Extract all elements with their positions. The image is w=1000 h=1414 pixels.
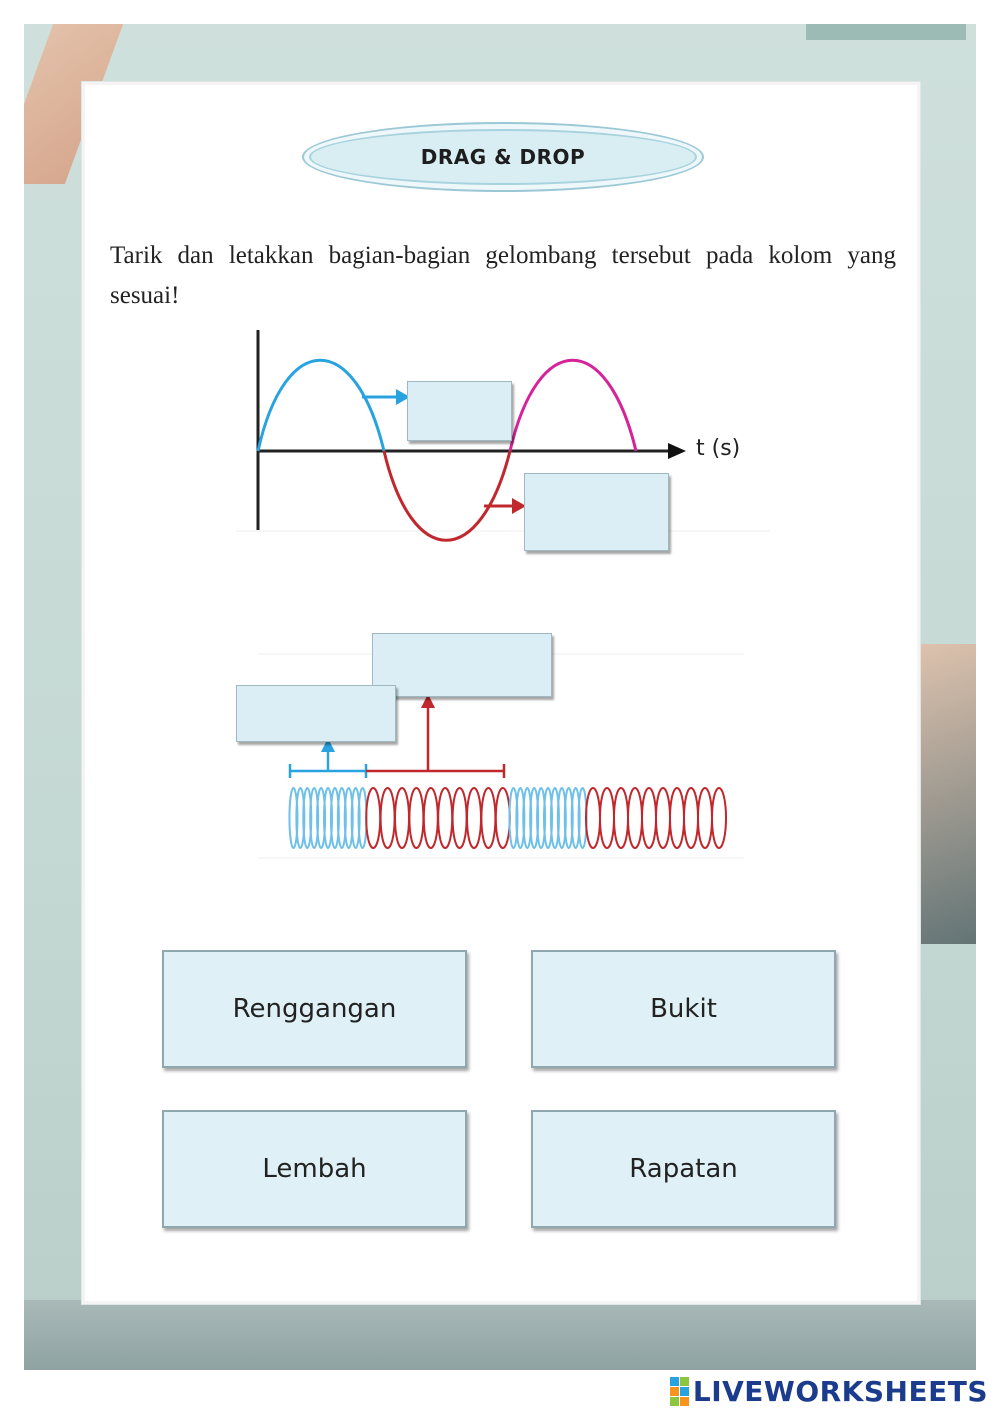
spring-coil [684, 788, 698, 848]
spring-coil [467, 788, 481, 848]
axis-arrowhead [668, 443, 686, 459]
drop-zone-trough[interactable] [524, 473, 669, 551]
answer-tile-renggangan[interactable]: Renggangan [162, 950, 467, 1068]
spring-coil [395, 788, 409, 848]
drop-zone-rarefaction[interactable] [372, 633, 552, 697]
answer-tile-rapatan[interactable]: Rapatan [531, 1110, 836, 1228]
answer-tile-bukit[interactable]: Bukit [531, 950, 836, 1068]
time-axis-label: t (s) [696, 436, 741, 461]
drop-zone-compression[interactable] [236, 685, 396, 742]
spring-coil [481, 788, 495, 848]
spring-coil [381, 788, 395, 848]
wave-trough-curve [384, 451, 510, 540]
spring-coil [712, 788, 726, 848]
spring-coils [289, 788, 726, 848]
spring-coil [656, 788, 670, 848]
spring-coil [424, 788, 438, 848]
drop-zone-crest[interactable] [407, 381, 512, 441]
wave-crest-curve [258, 360, 384, 451]
spring-coil [453, 788, 467, 848]
spring-coil [600, 788, 614, 848]
spring-coil [366, 788, 380, 848]
spring-coil [586, 788, 600, 848]
spring-coil [438, 788, 452, 848]
instruction-text: Tarik dan letakkan bagian-bagian gelombang tersebut pada kolom yang sesuai! [110, 242, 896, 309]
logo-text: LIVEWORKSHEETS [692, 1374, 988, 1408]
spring-coil [642, 788, 656, 848]
spring-coil [409, 788, 423, 848]
liveworksheets-logo[interactable] [670, 1374, 988, 1408]
spring-coil [698, 788, 712, 848]
spring-coil [628, 788, 642, 848]
spring-coil [496, 788, 510, 848]
spring-coil [670, 788, 684, 848]
page-title: DRAG & DROP [302, 122, 704, 192]
answer-tile-lembah[interactable]: Lembah [162, 1110, 467, 1228]
spring-coil [614, 788, 628, 848]
wave-second-crest-curve [510, 360, 636, 451]
logo-icon [670, 1377, 689, 1406]
